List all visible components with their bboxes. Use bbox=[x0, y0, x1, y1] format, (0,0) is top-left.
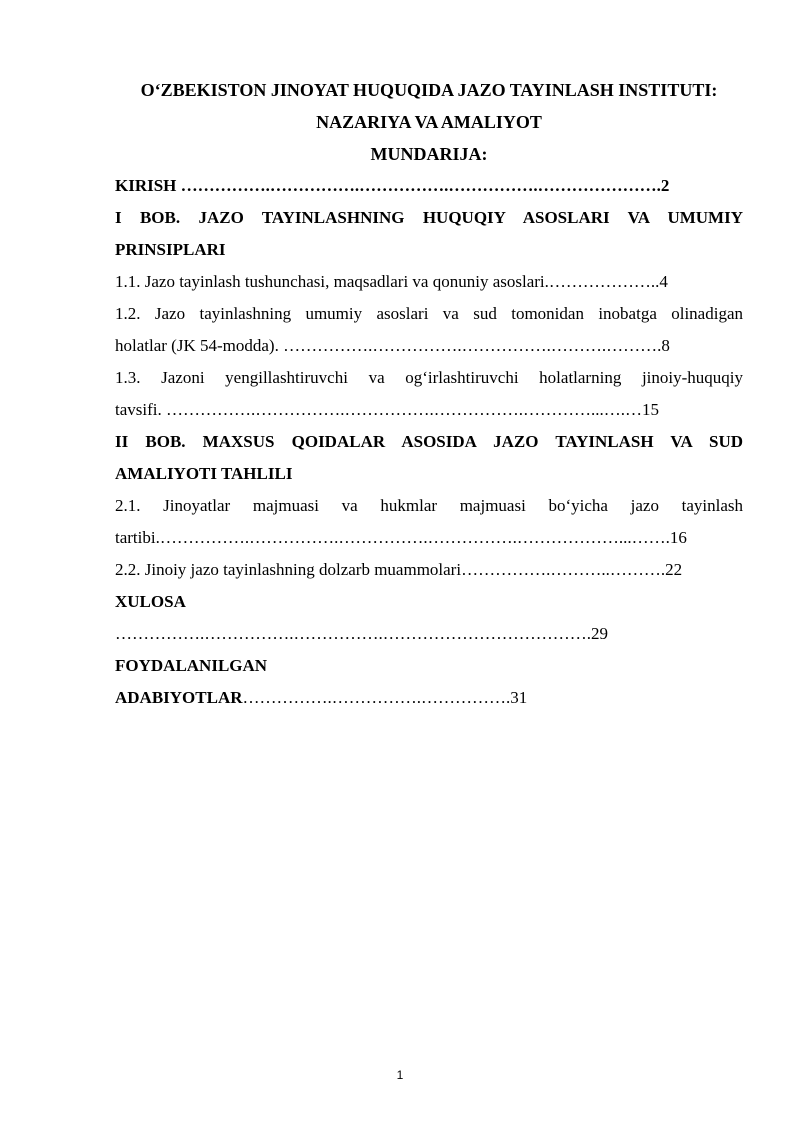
toc-chapter-2-line-1[interactable]: II BOB. MAXSUS QOIDALAR ASOSIDA JAZO TAYINLASH VA SUD bbox=[115, 432, 743, 451]
toc-section-1-2-line-1[interactable]: 1.2. Jazo tayinlashning umumiy asoslari va sud tomonidan inobatga olinadigan bbox=[115, 304, 743, 323]
toc-adabiyotlar-line-2[interactable] bbox=[115, 682, 743, 714]
document-content bbox=[115, 74, 743, 714]
toc-section-1-3-line-2[interactable]: tavsifi. …………….…………….…………….…………….…………...….…15 bbox=[115, 400, 659, 419]
toc-adabiyotlar-dots: …………….…………….…………….31 bbox=[242, 688, 528, 707]
toc-section-2-2[interactable]: 2.2. Jinoiy jazo tayinlashning dolzarb muammolari…………….………..……….22 bbox=[115, 560, 683, 579]
toc-chapter-1-line-2[interactable]: PRINSIPLARI bbox=[115, 240, 226, 259]
toc-kirish-text: KIRISH …………….…………….…………….…………….………………….2 bbox=[115, 176, 670, 195]
toc-section-2-1-line-2[interactable]: tartibi.…………….…………….…………….…………….………………...…….16 bbox=[115, 528, 687, 547]
document-title-line-2: NAZARIYA VA AMALIYOT bbox=[316, 112, 542, 132]
toc-section-1-2-line-2[interactable]: holatlar (JK 54-modda). …………….…………….…………….……….……….8 bbox=[115, 336, 670, 355]
document-title-line-1: O‘ZBEKISTON JINOYAT HUQUQIDA JAZO TAYINLASH INSTITUTI: bbox=[140, 80, 718, 100]
toc-entry-kirish[interactable] bbox=[115, 170, 743, 202]
toc-adabiyotlar-line-1[interactable]: FOYDALANILGAN bbox=[115, 656, 268, 675]
toc-xulosa-dots[interactable]: …………….…………….…………….……………………………….29 bbox=[115, 624, 608, 643]
toc-chapter-1-line-1[interactable]: I BOB. JAZO TAYINLASHNING HUQUQIY ASOSLARI VA UMUMIY bbox=[115, 208, 743, 227]
toc-section-1-1[interactable]: 1.1. Jazo tayinlash tushunchasi, maqsadlari va qonuniy asoslari.………………..4 bbox=[115, 272, 668, 291]
toc-xulosa-label[interactable]: XULOSA bbox=[115, 592, 186, 611]
toc-section-1-3-line-1[interactable]: 1.3. Jazoni yengillashtiruvchi va og‘irlashtiruvchi holatlarning jinoiy-huquqiy bbox=[115, 368, 743, 387]
toc-adabiyotlar-label: ADABIYOTLAR bbox=[115, 688, 243, 707]
page-number: 1 bbox=[396, 1068, 404, 1082]
contents-heading: MUNDARIJA: bbox=[370, 144, 488, 164]
toc-chapter-2-line-2[interactable]: AMALIYOTI TAHLILI bbox=[115, 464, 293, 483]
toc-section-2-1-line-1[interactable]: 2.1. Jinoyatlar majmuasi va hukmlar majmuasi bo‘yicha jazo tayinlash bbox=[115, 496, 743, 515]
